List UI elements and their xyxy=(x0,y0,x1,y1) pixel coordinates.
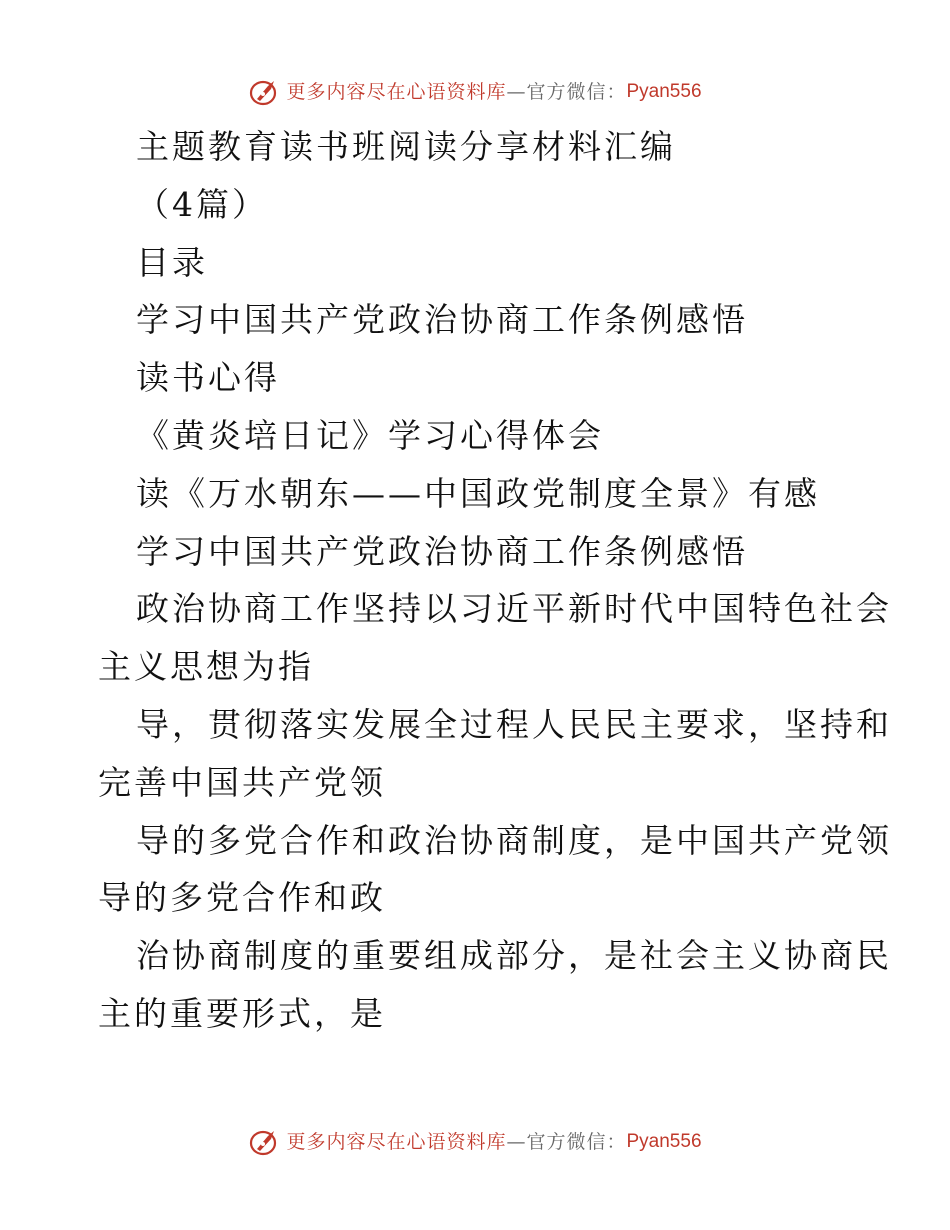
document-line: 读《万水朝东——中国政党制度全景》有感 xyxy=(136,473,820,513)
document-line: 导的多党合作和政治协商制度，是中国共产党领 xyxy=(136,820,892,860)
footer-watermark xyxy=(0,1127,950,1157)
pen-nib-seal-icon xyxy=(248,1127,282,1157)
watermark-brand: 更多内容尽在心语资料库 xyxy=(286,81,507,103)
watermark-dash: — xyxy=(506,81,527,103)
document-line: （4篇） xyxy=(136,184,268,224)
document-line: 完善中国共产党领 xyxy=(98,762,386,802)
document-line: 学习中国共产党政治协商工作条例感悟 xyxy=(136,531,748,571)
watermark-dash: — xyxy=(506,1131,527,1153)
watermark-wechat-id: Pyan556 xyxy=(626,81,702,102)
document-line: 主的重要形式，是 xyxy=(98,994,386,1033)
document-line: 导，贯彻落实发展全过程人民民主要求，坚持和 xyxy=(136,705,892,744)
document-line: 学习中国共产党政治协商工作条例感悟 xyxy=(136,300,748,340)
document-line: 政治协商工作坚持以习近平新时代中国特色社会 xyxy=(136,589,892,629)
watermark-wechat-label: 官方微信： xyxy=(526,81,627,103)
pen-nib-seal-icon xyxy=(248,77,282,107)
watermark-wechat-id: Pyan556 xyxy=(626,1131,702,1152)
document-line: 目录 xyxy=(136,242,208,282)
watermark-wechat-label: 官方微信： xyxy=(526,1131,627,1153)
document-line: 《黄炎培日记》学习心得体会 xyxy=(136,416,604,455)
document-line: 导的多党合作和政 xyxy=(98,878,386,918)
document-line: 主题教育读书班阅读分享材料汇编 xyxy=(136,127,676,166)
document-line: 治协商制度的重要组成部分，是社会主义协商民 xyxy=(136,936,892,976)
document-line: 读书心得 xyxy=(136,358,280,398)
header-watermark xyxy=(0,77,950,107)
watermark-brand: 更多内容尽在心语资料库 xyxy=(286,1131,507,1153)
document-line: 主义思想为指 xyxy=(98,647,314,687)
